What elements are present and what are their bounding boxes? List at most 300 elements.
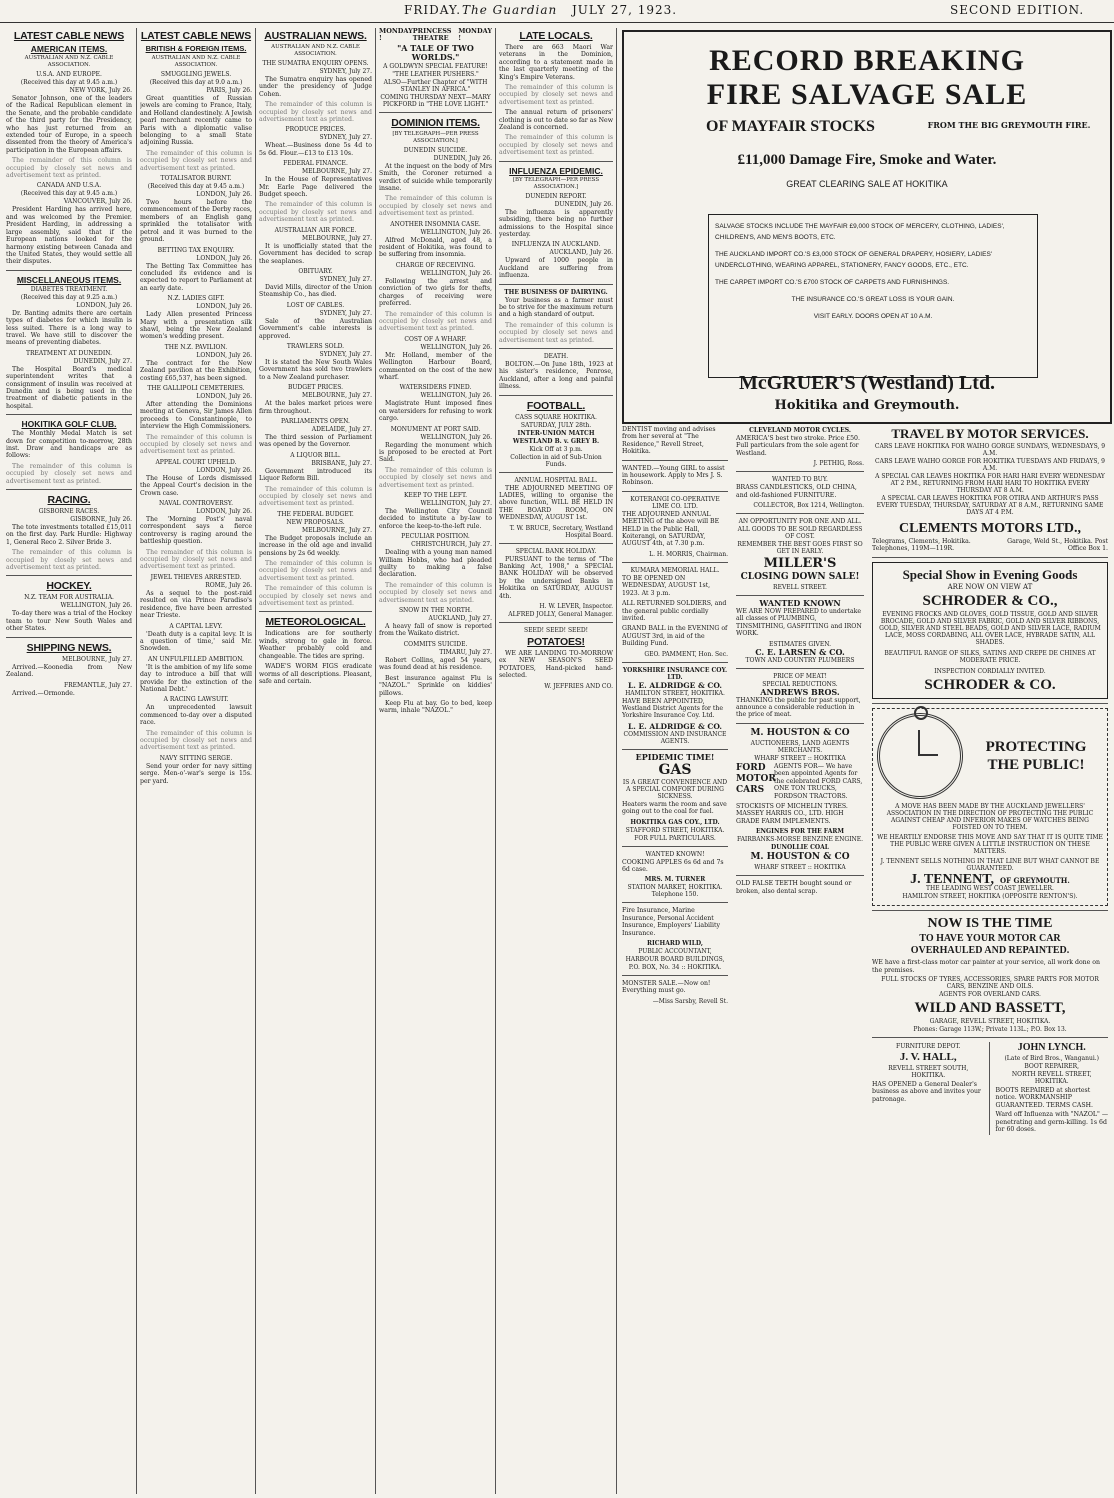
motor-word: MOTOR	[736, 773, 776, 784]
ad-title: HOKITIKA GAS COY., LTD.	[630, 818, 720, 826]
golf-heading: HOKITIKA GOLF CLUB.	[21, 419, 117, 430]
ad-title: RICHARD WILD,	[646, 940, 703, 947]
story-title: U.S.A. AND EUROPE.	[36, 71, 102, 78]
story-received: (Received this day at 9.0 a.m.)	[149, 79, 243, 86]
filler-text: The remainder of this column is occupied by closely set news and advertisement text as printed.	[140, 548, 252, 571]
col2-subheading: BRITISH & FOREIGN ITEMS.	[145, 44, 247, 53]
ad-text: BRASS CANDLESTICKS, OLD CHINA, and old-fashioned FURNITURE.	[736, 484, 857, 499]
football-teams: WESTLAND B. v. GREY B.	[512, 437, 600, 445]
ad-signature: COLLECTOR, Box 1214, Wellington.	[753, 502, 864, 510]
story-body: Wheat.—Business done 5s 4d to 5s 6d. Flour.—£13 to £13 10s.	[259, 142, 372, 157]
column-rule	[136, 28, 137, 1494]
ad-text: Phones: Garage 113W.; Private 113L.; P.O. Box 13.	[913, 1026, 1067, 1034]
story-body: PURSUANT to the terms of "The Banking Act, 1908," a SPECIAL BANK HOLIDAY will be observed by the undersigned Banks in Hokitika on SATURDAY, AUGUST 4th.	[499, 555, 613, 600]
story-body: To-day there was a trial of the Hockey team to tour New South Wales and other States.	[6, 610, 132, 633]
tennent-ad	[872, 708, 1108, 906]
story-body: Senator Johnson, one of the leaders of the Radical Republican element in the Senate, and the probable candidate of the third party for the Presidency, who has just returned from an extended tour of Europe, in a speech dissented from the theory of America's participation in the European affairs.	[6, 95, 132, 154]
ad-title: DUNOLLIE COAL	[771, 844, 829, 852]
story-title: ANOTHER INSOMNIA CASE.	[390, 220, 481, 228]
story-dateline: LONDON, July 26.	[196, 351, 252, 359]
story-dateline: MELBOURNE, July 27.	[302, 526, 372, 534]
col2-assoc: AUSTRALIAN AND N.Z. CABLE ASSOCIATION.	[151, 55, 241, 68]
story-body: An unprecedented lawsuit commenced to-day over a disputed race.	[140, 704, 252, 727]
story-dateline: WELLINGTON, July 26.	[420, 433, 492, 441]
story-received: (Received this day at 9.45 a.m.)	[20, 79, 118, 86]
salvage-damage: £11,000 Damage Fire, Smoke and Water.	[737, 152, 997, 168]
ad-text: THANKING the public for past support, announce a considerable reduction in the price of meat.	[736, 696, 861, 719]
theatre-line: COMING THURSDAY NEXT—MARY PICKFORD in "THE LOVE LIGHT."	[380, 93, 491, 108]
story-title: THE GALLIPOLI CEMETERIES.	[147, 384, 245, 392]
story-dateline: LONDON, July 26.	[196, 254, 252, 262]
story-signature: H. W. LEVER, Inspector.	[539, 603, 613, 611]
story-dateline: DUNEDIN, July 26.	[433, 154, 492, 162]
story-body: WADE'S WORM FIGS eradicate worms of all descriptions. Pleasant, safe and certain.	[259, 663, 372, 685]
story-dateline: BRISBANE, July 27.	[311, 459, 372, 467]
story-title: TREATMENT AT DUNEDIN.	[26, 349, 112, 357]
ad-title: L. E. ALDRIDGE & CO.	[627, 721, 723, 731]
col2-heading: LATEST CABLE NEWS	[140, 30, 252, 42]
theatre-name: PRINCESS THEATRE	[412, 28, 452, 43]
story-body: The Wellington City Council decided to institute a by-law to enforce the keep-to-the-left rule.	[379, 508, 492, 530]
story-title: A CAPITAL LEVY.	[169, 622, 223, 630]
story-body: The third session of Parliament was opened by the Governor.	[259, 433, 372, 449]
story-title: APPEAL COURT UPHELD.	[155, 458, 237, 466]
masthead-date: JULY 27, 1923.	[572, 3, 678, 17]
filler-text: The remainder of this column is occupied by closely set news and advertisement text as printed.	[140, 729, 252, 752]
story-title: OBITUARY.	[298, 267, 333, 275]
story-dateline: ADELAIDE, July 27.	[311, 425, 372, 433]
story-title: DUNEDIN REPORT.	[525, 192, 587, 200]
ad-subtitle: OF GREYMOUTH.	[1000, 875, 1070, 885]
story-body: As a sequel to the post-raid resulted on via Prince Paradiso's residence, five have been arrested near Trieste.	[140, 589, 252, 620]
story-body: The tote investments totalled £15,011 on the first day. Park Hurdle: Highway 1, General Reco 2. Silver Bride 3.	[6, 524, 132, 546]
story-body: Send your order for navy sitting serge. Men-o'-war's serge is 15s. per yard.	[140, 762, 252, 785]
story-body: The Betting Tax Committee has concluded its evidence and is expected to report to Parliament at an early date.	[140, 262, 252, 292]
ford-word: FORD	[736, 762, 766, 773]
story-signature: T. W. BRUCE, Secretary, Westland Hospital Board.	[509, 524, 613, 539]
story-title: THE N.Z. PAVILION.	[164, 343, 228, 351]
story-dateline: SYDNEY, July 27.	[319, 350, 372, 358]
ad-text: BOOTS REPAIRED at shortest notice. WORKMANSHIP GUARANTEED. TERMS CASH.	[995, 1087, 1093, 1109]
story-title: TRAWLERS SOLD.	[286, 342, 345, 350]
story-dateline: CHRISTCHURCH, July 27.	[411, 541, 492, 549]
ad-title: ANDREWS BROS.	[760, 686, 840, 697]
ad-title: WANTED KNOWN!	[645, 850, 705, 858]
story-body: Alfred McDonald, aged 48, a resident of Hokitika, was found to be suffering from insomnia.	[379, 236, 492, 259]
ad-title: KOTERANGI CO-OPERATIVE LIME CO. LTD.	[630, 495, 720, 510]
story-body: Sale of the Australian Government's cable interests is approved.	[259, 317, 372, 340]
influenza-heading: INFLUENZA EPIDEMIC.	[509, 165, 603, 176]
story-title: SPECIAL BANK HOLIDAY.	[515, 547, 597, 555]
filler-text: The remainder of this column is occupied by closely set news and advertisement text as printed.	[140, 149, 252, 172]
football-collection: Collection in aid of Sub-Union Funds.	[510, 453, 602, 468]
story-title: GISBORNE RACES.	[38, 508, 100, 516]
filler-text: The remainder of this column is occupied by closely set news and advertisement text as printed.	[379, 581, 492, 604]
story-title: INFLUENZA IN AUCKLAND.	[511, 241, 601, 249]
salvage-company: McGRUER'S (Westland) Ltd.	[738, 372, 996, 394]
story-body: WE ARE LANDING TO-MORROW ex NEW SEASON'S SEED POTATOES, Hand-picked hand-selected.	[499, 650, 613, 680]
ad-subtitle: COMMISSION AND INSURANCE AGENTS.	[623, 730, 727, 745]
theatre-right: MONDAY !	[458, 28, 492, 43]
story-body: Two hours before the commencement of the Derby races, members of an English gang sprinkled the totalisator with petrol and it was burned to the ground.	[140, 199, 252, 244]
ad-title: JOHN LYNCH.	[1017, 1042, 1086, 1054]
ad-title: J. V. HALL,	[899, 1051, 957, 1064]
story-body: The influenza is apparently subsiding, there being no further admissions to the Hospital since yesterday.	[499, 208, 613, 238]
column-7	[622, 426, 728, 1492]
column-1	[6, 28, 132, 1492]
ad-subtitle: TOWN AND COUNTRY PLUMBERS	[745, 656, 855, 664]
late-locals-heading: LATE LOCALS.	[519, 30, 593, 42]
story-body: The contract for the New Zealand pavilion at the Exhibition, costing £65,537, has been signed.	[140, 359, 252, 382]
hall-ad	[872, 1042, 990, 1135]
ad-text: REMEMBER THE BEST GOES FIRST SO GET IN EARLY.	[737, 541, 863, 556]
salvage-clearing: GREAT CLEARING SALE AT HOKITIKA	[786, 179, 948, 189]
story-body: The Monthly Medal Match is set down for competition to-morrow, 28th inst. Draw and handicaps are as follows:	[6, 430, 132, 460]
theatre-line: A GOLDWYN SPECIAL FEATURE!	[383, 62, 488, 70]
ad-text: Ward off Influenza with "NAZOL" —penetrating and germ-killing. 1s 6d for 60 doses.	[995, 1111, 1108, 1134]
masthead	[0, 0, 1114, 23]
col3-heading: AUSTRALIAN NEWS.	[264, 30, 367, 42]
football-heading: FOOTBALL.	[526, 399, 586, 412]
dominion-assoc: [BY TELEGRAPH—PER PRESS ASSOCIATION.]	[392, 130, 479, 144]
filler-text: The remainder of this column is occupied by closely set news and advertisement text as printed.	[379, 466, 492, 489]
ad-title: C. E. LARSEN & CO.	[755, 646, 845, 657]
salvage-title-2: FIRE SALVAGE SALE	[706, 78, 1028, 111]
ad-text: WE ARE NOW PREPARED to undertake all classes of PLUMBING, TINSMITHING, GASFITTING and IRON WORK.	[736, 608, 862, 638]
shipping-line: Arrived.—Koonedia from New Zealand.	[6, 663, 132, 679]
theatre-title: "A TALE OF TWO WORLDS."	[397, 42, 474, 62]
story-body: Following the arrest and conviction of two girls for thefts, charges of receiving were preferred.	[379, 277, 492, 308]
ad-text: ALL RETURNED SOLDIERS, and the general public cordially invited.	[622, 600, 727, 622]
story-dateline: AUCKLAND, July 26.	[549, 249, 613, 257]
ad-location: P.O. BOX, No. 34 :: HOKITIKA.	[628, 964, 722, 971]
ad-text: EVENING FROCKS AND GLOVES, GOLD TISSUE, GOLD AND SILVER BROCADE, GOLD AND SILVER FABRIC, GOLD AND SILVER RIBBONS, GOLD, SILVER AND STEEL BEADS, GOLD AND SILVER LACE, RADIUM LACE, MOSS CORDABING, ALL OVER LACE, HYBRADE SATIN, ALL SHADES.	[879, 610, 1101, 646]
story-body: Magistrate Hunt imposed fines on watersiders for refusing to work cargo.	[379, 400, 492, 423]
story-dateline: MELBOURNE, July 27.	[302, 392, 372, 400]
story-title: PRODUCE PRICES.	[285, 126, 346, 134]
story-body: David Mills, director of the Union Steamship Co., has died.	[259, 283, 372, 299]
story-dateline: VANCOUVER, July 26.	[63, 198, 132, 206]
ad-title: MRS. M. TURNER	[644, 876, 706, 884]
schroder-ad	[872, 562, 1108, 699]
story-body: A heavy fall of snow is reported from the Waikato district.	[379, 623, 492, 638]
story-dateline: DUNEDIN, July 26.	[554, 200, 613, 208]
story-body: 'Death duty is a capital levy. It is a question of time,' said Mr. Snowden.	[140, 630, 252, 653]
story-title: THE BUSINESS OF DAIRYING.	[504, 288, 608, 296]
story-title: AUSTRALIAN AIR FORCE.	[274, 226, 357, 234]
misc-heading: MISCELLANEOUS ITEMS.	[16, 274, 122, 285]
meteo-heading: METEOROLOGICAL.	[265, 616, 366, 629]
story-title: WATERSIDERS FINED.	[399, 384, 472, 392]
shipping-line: Arrived.—Ormonde.	[12, 689, 75, 697]
salvage-from-row	[624, 118, 1110, 142]
ad-location: STAFFORD STREET, HOKITIKA.	[625, 826, 725, 834]
story-dateline: NEW YORK, July 26.	[69, 87, 132, 94]
ad-title: L. E. ALDRIDGE & CO.	[627, 680, 723, 690]
story-subtitle: NEW PROPOSALS.	[286, 518, 345, 526]
ad-subtitle: THE LEADING WEST COAST JEWELLER.	[926, 885, 1054, 893]
col1-heading: LATEST CABLE NEWS	[13, 30, 125, 42]
salvage-inner-line: VISIT EARLY. DOORS OPEN AT 10 A.M.	[813, 313, 933, 320]
story-dateline: GISBORNE, July 26.	[70, 516, 132, 524]
story-title: ANNUAL HOSPITAL BALL.	[514, 476, 598, 484]
story-body: Mr. Holland, member of the Wellington Harbour Board, commented on the cost of the new wharf.	[379, 351, 492, 381]
column-rule	[255, 28, 256, 1494]
ad-signature: —Miss Sarsby, Revell St.	[652, 997, 728, 1005]
ad-text: TO BE OPENED ON WEDNESDAY, AUGUST 1st, 1923. At 3 p.m.	[622, 574, 711, 597]
story-title: DUNEDIN SUICIDE.	[403, 146, 468, 154]
column-4	[379, 28, 492, 1492]
story-title: FEDERAL FINANCE.	[283, 160, 348, 168]
ad-text: Fire Insurance, Marine Insurance, Personal Accident Insurance, Employers' Liability Insurance.	[622, 907, 720, 937]
theatre-line: ALSO—Further Chapter of "WITH STANLEY IN AFRICA."	[383, 78, 488, 93]
story-dateline: WELLINGTON, July 26.	[420, 228, 492, 236]
story-body: Government introduced its Liquor Reform Bill.	[259, 467, 372, 483]
filler-text: The remainder of this column is occupied by closely set news and advertisement text as printed.	[259, 101, 372, 124]
story-title: SNOW IN THE NORTH.	[398, 607, 473, 615]
story-title: KEEP TO THE LEFT.	[403, 492, 468, 499]
story-title: CANADA AND U.S.A.	[36, 182, 102, 190]
ad-text: AMERICA'S best two stroke. Price £50. Full particulars from the sole agent for Westland.	[736, 435, 860, 457]
ad-signature: J. PETHIG, Ross.	[813, 460, 864, 468]
story-title: AN UNFULFILLED AMBITION.	[148, 655, 244, 663]
story-dateline: LONDON, July 26.	[196, 508, 252, 516]
story-dateline: WELLINGTON, July 27.	[420, 500, 492, 507]
ad-text: AGENTS FOR— We have been appointed Agents for the celebrated FORD CARS, ONE TON TRUCKS, FORDSON TRACTORS.	[774, 762, 863, 800]
salvage-inner-line: THE INSURANCE CO.'S GREAT LOSS IS YOUR GAIN.	[791, 296, 955, 303]
story-title: TOTALISATOR BURNT.	[160, 175, 232, 183]
story-dateline: SYDNEY, July 27.	[319, 134, 372, 142]
story-signature: W. JEFFRIES AND CO.	[544, 682, 613, 690]
story-dateline: WELLINGTON, July 26.	[420, 269, 492, 277]
story-title: JEWEL THIEVES ARRESTED.	[150, 573, 242, 581]
story-body: The Budget proposals include an increase in the old age and invalid pensions by 2s 6d weekly.	[259, 534, 372, 557]
story-dateline: PARIS, July 26.	[206, 87, 252, 94]
ad-subtitle: (Late of Bird Bros., Wanganui.)	[1004, 1055, 1100, 1063]
column-8	[736, 426, 864, 1492]
ad-subtitle: ARE NOW ON VIEW AT	[947, 582, 1033, 591]
ad-location: HAMILTON STREET, HOKITIKA (OPPOSITE RENTON'S).	[902, 893, 1078, 901]
potatoes-heading: POTATOES!	[527, 636, 585, 649]
story-body: Indications are for southerly winds, strong to gale in force. Weather probably cold and changeable. The tides are spring.	[259, 630, 372, 660]
ad-subtitle: BOOT REPAIRER,	[1024, 1063, 1080, 1071]
ad-location: REVELL STREET.	[773, 584, 827, 592]
ad-subtitle: PUBLIC ACCOUNTANT,	[638, 948, 712, 955]
story-dateline: MELBOURNE, July 27.	[302, 168, 372, 176]
ad-title: WANTED KNOWN	[759, 598, 841, 609]
story-title: THE FEDERAL BUDGET.	[277, 510, 354, 518]
ad-text: Heaters warm the room and save going out to the coal for fuel.	[622, 800, 727, 816]
filler-text: The remainder of this column is occupied by closely set news and advertisement text as printed.	[140, 433, 252, 456]
ad-subtitle: ESTIMATES GIVEN.	[768, 640, 832, 648]
story-received: (Received this day at 9.25 a.m.)	[20, 293, 118, 301]
ad-text: A SPECIAL CAR LEAVES HOKITIKA FOR OTIRA AND ARTHUR'S PASS EVERY TUESDAY, THURSDAY, SATURDAY AT 8 A.M., RETURNING SAME DAYS AT 4 P.M.	[876, 495, 1104, 516]
shipping-heading: SHIPPING NEWS.	[26, 641, 112, 654]
ad-title: TRAVEL BY MOTOR SERVICES.	[891, 426, 1089, 441]
story-title: MONUMENT AT PORT SAID.	[390, 425, 481, 433]
pocket-watch-icon	[877, 713, 963, 799]
story-body: Lady Allen presented Princess Mary with a presentation silk shawl, being the New Zealand women's wedding present.	[140, 311, 252, 341]
column-3	[259, 28, 372, 1492]
story-body: President Harding has arrived here, and was welcomed by the Premier. President Harding, in addressing a large assembly, said that if the European nations looked for the harmony existing between Canada and the United States, they would settle all their disputes.	[6, 206, 132, 266]
story-received: (Received this day at 9.45 a.m.)	[20, 190, 118, 198]
story-received: (Received this day at 9.45 a.m.)	[147, 183, 245, 191]
filler-text: The remainder of this column is occupied by closely set news and advertisement text as printed.	[6, 157, 132, 180]
story-title: N.Z. TEAM FOR AUSTRALIA.	[24, 594, 114, 602]
story-title: COMMITS SUICIDE.	[403, 640, 468, 648]
clements-contacts	[872, 538, 1108, 553]
ad-title: AN OPPORTUNITY FOR ONE AND ALL.	[738, 518, 862, 526]
story-body: Your business as a farmer must be to strive for the maximum return and a high standard of output.	[499, 296, 613, 319]
theatre-line: "THE LEATHER PUSHERS."	[392, 70, 479, 78]
hockey-heading: HOCKEY.	[46, 580, 92, 593]
col3-assoc: AUSTRALIAN AND N.Z. CABLE ASSOCIATION.	[271, 44, 360, 57]
story-title: A RACING LAWSUIT.	[163, 696, 229, 704]
story-body: There are 663 Maori War veterans in the Dominion, according to a statement made in the last quarterly meeting of the King's Empire Veterans.	[499, 44, 613, 81]
story-body: It is stated the New South Wales Government has sold two trawlers to a New Zealand purchaser.	[259, 358, 372, 381]
story-body: At the bales market prices were firm throughout.	[259, 400, 372, 415]
story-body: The Sumatra enquiry has opened under the presidency of Judge Cohen.	[259, 76, 372, 98]
story-body: The Hospital Board's medical superintendent writes that a consignment of insulin was received at Dunedin and is being used in the treatment of diabetic patients in the hospital.	[6, 365, 132, 410]
ad-location: WHARF STREET :: HOKITIKA	[754, 864, 846, 872]
theatre-left: MONDAY !	[379, 28, 413, 43]
col1-subheading: AMERICAN ITEMS.	[30, 44, 108, 54]
ad-subtitle: IS A GREAT CONVENIENCE AND A SPECIAL COMFORT DURING SICKNESS.	[622, 778, 728, 800]
ad-text: ALL GOODS TO BE SOLD REGARDLESS OF COST.	[737, 526, 863, 541]
ad-title: SCHRODER & CO.	[924, 676, 1056, 693]
ad-title: YORKSHIRE INSURANCE COY. LTD.	[622, 666, 728, 681]
salvage-inner-line: SALVAGE STOCKS INCLUDE THE MAYFAIR £9,000 STOCK OF MERCERY, CLOTHING, LADIES', CHILDREN'S, AND MEN'S BOOTS, ETC.	[715, 223, 1005, 241]
ad-location: STATION MARKET, HOKITIKA. Telephone 150.	[627, 884, 723, 899]
story-body: Dealing with a young man named William Hobbs, who had pleaded guilty to making a false declaration.	[379, 549, 492, 579]
filler-text: The remainder of this column is occupied by closely set news and advertisement text as printed.	[379, 195, 492, 218]
seed-title: SEED! SEED! SEED!	[523, 627, 589, 635]
ad-text: HAVE BEEN APPOINTED, Westland District Agents for the Yorkshire Insurance Coy. Ltd.	[622, 697, 723, 720]
ad-text: A SPECIAL CAR LEAVES HOKITIKA FOR HARI HARI EVERY WEDNESDAY AT 2 P.M., RETURNING FROM HARI HARI TO HOKITIKA EVERY THURSDAY AT 8 A.M.	[875, 473, 1105, 494]
story-dateline: LONDON, July 26.	[76, 301, 132, 309]
fire-salvage-ad	[622, 30, 1112, 424]
story-dateline: AUCKLAND, July 27.	[428, 615, 492, 623]
story-dateline: LONDON, July 26.	[196, 191, 252, 199]
lynch-ad	[996, 1042, 1109, 1135]
ad-text: BEAUTIFUL RANGE OF SILKS, SATINS AND CREPE DE CHINES AT MODERATE PRICE.	[884, 649, 1096, 664]
story-title: BUDGET PRICES.	[287, 384, 344, 392]
story-body: At the inquest on the body of Mrs Smith, the Coroner returned a verdict of suicide while temporarily insane.	[379, 162, 492, 193]
ad-title: J. TENNENT,	[910, 871, 995, 887]
ad-text: A MOVE HAS BEEN MADE BY THE AUCKLAND JEWELLERS' ASSOCIATION IN THE DIRECTION OF PROTECTING THE PUBLIC AGAINST CHEAP AND INFERIOR MAKES OF WATCHES BEING FOISTED ON TO THEM.	[886, 802, 1094, 831]
ad-location: HARBOUR BOARD BUILDINGS,	[625, 956, 725, 963]
ad-title: WANTED TO BUY.	[772, 476, 828, 484]
bottom-ads	[872, 1042, 1108, 1135]
story-body: It is unofficially stated that the Government has decided to scrap the seaplanes.	[259, 242, 372, 265]
ad-title: SCHRODER & CO.,	[922, 592, 1058, 609]
influenza-assoc: [BY TELEGRAPH—PER PRESS ASSOCIATION.]	[512, 176, 600, 190]
story-title: PECULIAR POSITION.	[401, 533, 470, 541]
ad-location: GARAGE, REVELL STREET, HOKITIKA.	[929, 1018, 1051, 1026]
ad-text: DENTIST moving and advises from her several at "The Residence," Revell Street, Hokitika.	[622, 426, 716, 456]
story-title: BETTING TAX ENQUIRY.	[157, 246, 235, 254]
football-kickoff: Kick Off at 3 p.m.	[529, 445, 583, 453]
ad-title: M. HOUSTON & CO	[750, 852, 850, 863]
story-body: In the House of Representatives Mr. Earle Page delivered the Budget speech.	[259, 176, 372, 199]
masthead-paper: The Guardian	[462, 3, 558, 17]
masthead-day: FRIDAY.	[404, 3, 462, 17]
story-title: NAVAL CONTROVERSY.	[159, 500, 233, 508]
ad-subtitle: AGENTS FOR OVERLAND CARS.	[939, 991, 1041, 999]
story-body: Dr. Banting admits there are certain types of diabetes for which insulin is less suited. There is a long way to travel. We have still to discover the means of preventing diabetes.	[6, 309, 132, 347]
story-title: THE SUMATRA ENQUIRY OPENS.	[262, 60, 369, 67]
ad-title: Special Show in Evening Goods	[902, 566, 1078, 582]
story-title: NAVY SITTING SERGE.	[159, 754, 233, 762]
filler-text: The remainder of this column is occupied by closely set news and advertisement text as printed.	[6, 462, 132, 485]
story-body: Best insurance against Flu is "NAZOL." Sprinkle on kiddies' pillows.	[379, 674, 492, 697]
story-dateline: WELLINGTON, July 26.	[420, 392, 492, 400]
story-body: 'It is the ambition of my life some day to introduce a bill that will provide for the extinction of the National Debt.'	[140, 663, 252, 693]
ad-title: M. HOUSTON & CO	[750, 727, 850, 738]
miller-heading: MILLER'S	[763, 556, 837, 572]
ad-text: OLD FALSE TEETH bought sound or broken, also dental scrap.	[736, 880, 852, 895]
dominion-heading: DOMINION ITEMS.	[391, 116, 480, 129]
ad-title: PROTECTING	[985, 738, 1087, 755]
story-title: DIABETES TREATMENT.	[30, 285, 108, 293]
shipping-line: FREMANTLE, July 27.	[64, 681, 132, 689]
ad-title: ENGINES FOR THE FARM	[755, 828, 845, 836]
story-dateline: MELBOURNE, July 27.	[302, 234, 372, 242]
ford-block	[736, 763, 864, 800]
story-dateline: SYDNEY, July 27.	[319, 68, 372, 75]
ad-title: NOW IS THE TIME	[927, 916, 1053, 932]
story-signature: ALFRED JOLLY, General Manager.	[508, 611, 613, 619]
salvage-title-1: RECORD BREAKING	[709, 44, 1025, 77]
ad-location: NORTH REVELL STREET, HOKITIKA.	[1011, 1071, 1092, 1086]
ad-text: WE have a first-class motor car painter at your service, all work done on the premises.	[872, 959, 1101, 974]
filler-text: The remainder of this column is occupied by closely set news and advertisement text as printed.	[499, 321, 613, 344]
ad-text: CARS LEAVE WAIHO GORGE FOR HOKITIKA TUESDAYS AND FRIDAYS, 9 A.M.	[875, 458, 1105, 472]
salvage-of-mayfair: OF MAYFAIR STOCKS	[706, 118, 875, 135]
ad-subtitle: AUCTIONEERS, LAND AGENTS MERCHANTS.	[750, 739, 850, 754]
ad-title: CLEMENTS MOTORS LTD.,	[898, 521, 1082, 536]
ad-title: CLEVELAND MOTOR CYCLES.	[749, 427, 851, 434]
story-body: THE ADJOURNED MEETING OF LADIES, willing to organise the above function, WILL BE HELD IN THE BOARD ROOM, ON WEDNESDAY, AUGUST 1st.	[499, 484, 613, 522]
filler-text: The remainder of this column is occupied by closely set news and advertisement text as printed.	[499, 134, 613, 157]
ad-signature: GEO. PAMMENT, Hon. Sec.	[644, 650, 728, 658]
filler-text: The remainder of this column is occupied by closely set news and advertisement text as printed.	[259, 585, 372, 608]
football-match: INTER-UNION MATCH	[517, 429, 595, 437]
ad-text: MONSTER SALE.—Now on! Everything must go.	[622, 980, 711, 995]
salvage-inner-line: THE AUCKLAND IMPORT CO.'S £3,000 STOCK OF GENERAL DRAPERY, HOSIERY, LADIES' UNDERCLOTHING, WEARING APPAREL, STATIONERY, FANCY GOODS, ETC., ETC.	[715, 251, 993, 269]
story-title: CHARGE OF RECEIVING.	[395, 261, 476, 269]
ad-location: REVELL STREET SOUTH, HOKITIKA.	[888, 1065, 969, 1080]
ad-text: J. TENNENT SELLS NOTHING IN THAT LINE BUT WHAT CANNOT BE GUARANTEED.	[880, 857, 1100, 872]
story-title: A LIQUOR BILL.	[290, 451, 341, 459]
column-9	[872, 426, 1108, 1492]
story-dateline: TIMARU, July 27.	[439, 648, 492, 656]
salvage-location: Hokitika and Greymouth.	[774, 398, 960, 413]
story-body: Regarding the monument which is proposed to be erected at Port Said.	[379, 441, 492, 464]
story-body: Robert Collins, aged 54 years, was found dead at his residence.	[379, 656, 492, 672]
ad-text: COOKING APPLES 6s 6d and 7s 6d case.	[622, 858, 724, 873]
ad-text: CARS LEAVE HOKITIKA FOR WAIHO GORGE SUNDAYS, WEDNESDAYS, 9 A.M.	[874, 443, 1106, 457]
story-title: PARLIAMENTS OPEN.	[281, 417, 350, 425]
story-body: The House of Lords dismissed the Appeal Court's decision in the Crown case.	[140, 474, 252, 497]
ad-text: THE ADJOURNED ANNUAL MEETING of the above will BE HELD in the Public Hall, Koiterangi, on SATURDAY, AUGUST 4th, at 7.30 p.m.	[622, 510, 720, 548]
col1-assoc: AUSTRALIAN AND N.Z. CABLE ASSOCIATION.	[24, 55, 114, 68]
ad-title: WILD AND BASSETT,	[914, 1000, 1066, 1017]
ad-text: Garage, Weld St., Hokitika. Post Office Box 1.	[1007, 538, 1108, 553]
salvage-inner-line: THE CARPET IMPORT CO.'S £700 STOCK OF CARPETS AND FURNISHINGS.	[715, 279, 950, 286]
story-dateline: LONDON, July 26.	[196, 466, 252, 474]
ad-title: OVERHAULED AND REPAINTED.	[910, 945, 1070, 957]
